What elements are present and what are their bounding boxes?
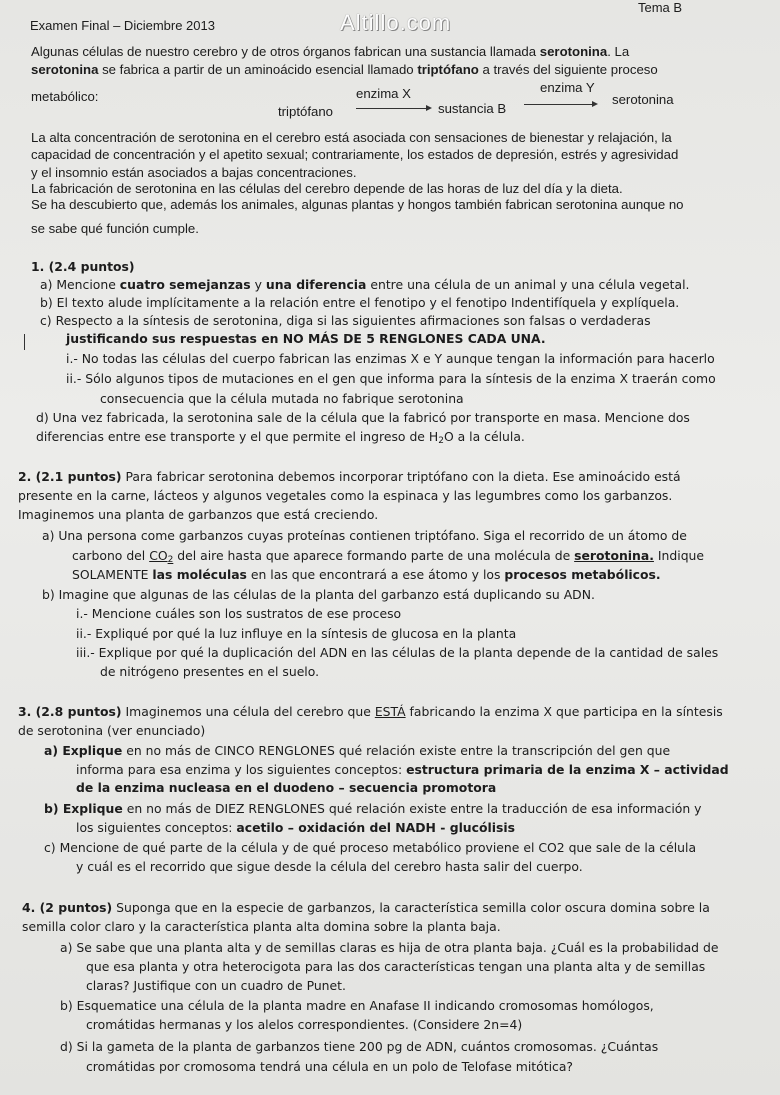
pathway-product: serotonina	[612, 92, 674, 107]
margin-mark	[24, 334, 25, 350]
q2-item-b: b) Imagine que algunas de las células de la planta del garbanzo está duplicando su ADN.	[42, 587, 595, 602]
intro-line-3: metabólico:	[31, 89, 99, 104]
intro-line-5: capacidad de concentración y el apetito sexual; contrariamente, los estados de depresión, estrés y agresividad	[31, 147, 679, 162]
intro-line-4: La alta concentración de serotonina en el cerebro está asociada con sensaciones de bienestar y relajación, la	[31, 130, 672, 145]
q2-item-a: a) Una persona come garbanzos cuyas proteínas contienen triptófano. Siga el recorrido de un átomo de	[42, 528, 687, 543]
q1-item-c-ii: ii.- Sólo algunos tipos de mutaciones en el gen que informa para la síntesis de la enzima X traerán como	[66, 371, 716, 386]
q4-item-d-cont: cromátidas por cromosoma tendrá una célula en un polo de Telofase mitótica?	[86, 1059, 573, 1074]
q2-line-3: Imaginemos una planta de garbanzos que está creciendo.	[18, 507, 379, 522]
q4-line-2: semilla color claro y la característica planta alta domina sobre la planta baja.	[22, 919, 501, 934]
intro-line-9: se sabe qué función cumple.	[31, 221, 199, 236]
q2-item-b-iii: iii.- Explique por qué la duplicación del ADN en las células de la planta depende de la cantidad de sales	[76, 645, 719, 660]
q3-item-c-cont: y cuál es el recorrido que sigue desde la célula del cerebro hasta salir del cuerpo.	[76, 859, 583, 874]
question-4-heading: 4. (2 puntos) Suponga que en la especie de garbanzos, la característica semilla color oscura domina sobre la	[22, 900, 710, 915]
q3-item-c: c) Mencione de qué parte de la célula y de qué proceso metabólico proviene el CO2 que sale de la célula	[44, 840, 697, 855]
q1-item-c: c) Respecto a la síntesis de serotonina, diga si las siguientes afirmaciones son falsas o verdaderas	[40, 313, 651, 328]
intro-line-2: serotonina se fabrica a partir de un aminoácido esencial llamado triptófano a través del siguiente proceso	[31, 62, 658, 77]
q4-item-d: d) Si la gameta de la planta de garbanzos tiene 200 pg de ADN, cuántos cromosomas. ¿Cuántas	[60, 1039, 659, 1054]
arrow-right-icon	[356, 108, 430, 109]
q1-item-d-cont: diferencias entre ese transporte y el que permite el ingreso de $H_2O$ a la célula.	[36, 429, 525, 446]
q3-item-b-cont: los siguientes conceptos: acetilo – oxidación del NADH - glucólisis	[76, 820, 515, 835]
q2-item-b-ii: ii.- Expliqué por qué la luz influye en la síntesis de glucosa en la planta	[76, 626, 517, 641]
q1-item-c-ii-cont: consecuencia que la célula mutada no fabrique serotonina	[100, 391, 464, 406]
q1-item-d: d) Una vez fabricada, la serotonina sale de la célula que la fabricó por transporte en masa. Mencione dos	[36, 410, 690, 425]
intro-line-8: Se ha descubierto que, además los animales, algunas plantas y hongos también fabrican serotonina aunque no	[31, 197, 684, 212]
q1-item-a: a) Mencione cuatro semejanzas y una diferencia entre una célula de un animal y una célula vegetal.	[40, 277, 690, 292]
q2-item-a-cont: carbono del $CO_2$ del aire hasta que aparece formando parte de una molécula de serotonina. Indique	[72, 548, 705, 565]
exam-version: Tema B	[638, 0, 683, 15]
question-2-heading: 2. (2.1 puntos) Para fabricar serotonina debemos incorporar triptófano con la dieta. Ese aminoácido está	[18, 469, 681, 484]
q3-item-a-cont: informa para esa enzima y los siguientes conceptos: estructura primaria de la enzima X – actividad	[76, 762, 729, 777]
q3-line-2: de serotonina (ver enunciado)	[18, 723, 206, 738]
intro-line-7: La fabricación de serotonina en las células del cerebro depende de las horas de luz del día y la dieta.	[31, 181, 623, 196]
enzyme-x-label: enzima X	[356, 86, 411, 101]
question-1-heading: 1. (2.4 puntos)	[31, 259, 135, 274]
question-3-heading: 3. (2.8 puntos) Imaginemos una célula del cerebro que ESTÁ fabricando la enzima X que participa en la síntesis	[18, 704, 723, 719]
pathway-intermediate: sustancia B	[438, 101, 507, 116]
arrow-right-icon	[524, 104, 596, 105]
q4-item-b: b) Esquematice una célula de la planta madre en Anafase II indicando cromosomas homólogos,	[60, 998, 654, 1013]
intro-line-6: y el insomnio están asociados a bajas concentraciones.	[31, 165, 357, 180]
q3-item-b: b) Explique en no más de DIEZ RENGLONES qué relación existe entre la traducción de esa información y	[44, 801, 702, 816]
q4-item-b-cont: cromátidas hermanas y los alelos correspondientes. (Considere 2n=4)	[86, 1017, 523, 1032]
q2-item-b-iii-cont: de nitrógeno presentes en el suelo.	[100, 664, 320, 679]
pathway-substrate: triptófano	[278, 104, 333, 119]
q3-item-a-cont-2: de la enzima nucleasa en el duodeno – secuencia promotora	[76, 780, 497, 795]
enzyme-y-label: enzima Y	[540, 80, 595, 95]
q1-item-b: b) El texto alude implícitamente a la relación entre el fenotipo y el fenotipo Indentifíquela y explíquela.	[40, 295, 680, 310]
q1-item-c-i: i.- No todas las células del cuerpo fabrican las enzimas X e Y aunque tengan la información para hacerlo	[66, 351, 715, 366]
intro-line-1: Algunas células de nuestro cerebro y de otros órganos fabrican una sustancia llamada serotonina. La	[31, 44, 630, 59]
exam-title: Examen Final – Diciembre 2013	[30, 18, 215, 33]
q4-item-a-cont: que esa planta y otra heterocigota para las dos características tengan una planta alta y de semillas	[86, 959, 706, 974]
q3-item-a: a) Explique en no más de CINCO RENGLONES qué relación existe entre la transcripción del gen que	[44, 743, 671, 758]
watermark-logo: Altillo.com	[340, 10, 452, 35]
q2-line-2: presente en la carne, lácteos y algunos vegetales como la espinaca y las legumbres como los garbanzos.	[18, 488, 673, 503]
q4-item-a-cont-2: claras? Justifique con un cuadro de Punet.	[86, 978, 346, 993]
q2-item-a-instruction: SOLAMENTE las moléculas en las que encontrará a ese átomo y los procesos metabólicos.	[72, 567, 661, 582]
q4-item-a: a) Se sabe que una planta alta y de semillas claras es hija de otra planta baja. ¿Cuál es la probabilidad de	[60, 940, 719, 955]
q1-item-c-instruction: justificando sus respuestas en NO MÁS DE 5 RENGLONES CADA UNA.	[66, 331, 546, 346]
q2-item-b-i: i.- Mencione cuáles son los sustratos de ese proceso	[76, 606, 402, 621]
